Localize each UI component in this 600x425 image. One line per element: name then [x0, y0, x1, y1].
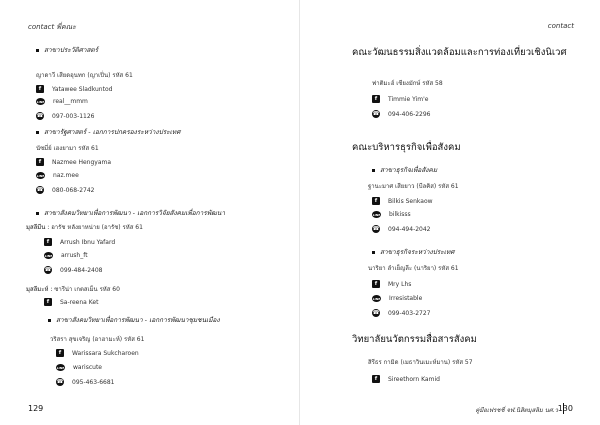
contact-value: 080-068-2742 [52, 186, 95, 194]
facebook-icon: f [372, 375, 380, 383]
contact-fb [372, 197, 433, 205]
contact-value: naz.mee [53, 172, 79, 179]
person-name-text: ซารีน่า เกตสเม็น รหัส 60 [54, 286, 120, 293]
bullet-icon [372, 251, 375, 254]
person-name [26, 222, 143, 232]
bullet-icon [36, 131, 39, 134]
contact-value: Timmie Yim'e [388, 95, 429, 103]
phone-icon: ☎ [36, 113, 44, 119]
contact-value: Mry Lhs [388, 280, 412, 288]
contact-value: wariscute [73, 364, 102, 371]
person-name-text: นาริยา ลำเย็ญลีะ (นาริยา) รหัส 61 [368, 265, 459, 272]
person-name-text: ฐานะมาศ เสียยาว (บีลคิส) รหัส 61 [368, 183, 459, 190]
facebook-icon: f [44, 238, 52, 246]
right-page [300, 0, 600, 425]
line-app-icon: LINE [372, 212, 381, 217]
major-label: สาขาธุรกิจเพื่อสังคม [380, 166, 438, 174]
contact-fb [36, 85, 112, 93]
person-name-text: นัซมี่ย์ เฮงยามา รหัส 61 [36, 145, 99, 152]
page-number-left: 129 [28, 404, 44, 413]
phone-icon: ☎ [56, 379, 64, 385]
contact-value: 099-484-2408 [60, 266, 103, 274]
contact-line [44, 252, 88, 259]
phone-icon: ☎ [372, 226, 380, 232]
contact-line [36, 98, 88, 105]
bullet-icon [36, 49, 39, 52]
major-heading [36, 127, 180, 137]
contact-phone [372, 110, 431, 118]
contact-phone [372, 309, 431, 317]
contact-value: 099-403-2727 [388, 309, 431, 317]
contact-value: Yatawee Sladkuntod [52, 85, 113, 93]
major-heading [36, 208, 225, 218]
contact-phone [44, 266, 103, 274]
facebook-icon: f [372, 95, 380, 103]
person-name [368, 263, 459, 273]
major-heading [372, 165, 437, 175]
contact-fb [44, 238, 115, 246]
contact-fb [372, 375, 440, 383]
major-label: สาขาสังคมวิทยาเพื่อการพัฒนา - เอกการพัฒนาชุมชนเมือง [56, 316, 220, 324]
contact-line [56, 364, 102, 371]
person-name [36, 70, 133, 80]
contact-fb [56, 349, 139, 357]
phone-icon: ☎ [44, 267, 52, 273]
contact-fb [372, 95, 428, 103]
contact-phone [36, 186, 95, 194]
person-name [368, 357, 473, 367]
bullet-icon [48, 319, 51, 322]
contact-value: Sireethorn Kamid [388, 375, 440, 383]
contact-line [372, 211, 411, 218]
person-name [36, 143, 99, 153]
bullet-icon [36, 212, 39, 215]
person-name [26, 284, 120, 294]
person-name [50, 334, 144, 344]
contact-line [372, 295, 422, 302]
contact-line [36, 172, 79, 179]
major-heading [372, 247, 454, 257]
contact-value: 094-494-2042 [388, 225, 431, 233]
line-app-icon: LINE [36, 99, 45, 104]
contact-value: 095-463-6681 [72, 378, 115, 386]
contact-value: Arrush Ibnu Yafard [60, 238, 116, 246]
facebook-icon: f [56, 349, 64, 357]
contact-fb [36, 158, 111, 166]
faculty-heading: คณะบริหารธุรกิจเพื่อสังคม [352, 142, 461, 153]
contact-value: Sa-reena Ket [60, 298, 99, 306]
person-name-text: อารัช หลังยาหน่าย (อารัช) รหัส 61 [51, 224, 143, 231]
person-name-text: ฟาติมะฮ์ เชียงมักษ์ รหัส 58 [372, 80, 443, 87]
contact-value: bilkisss [389, 211, 411, 218]
contact-value: 094-406-2296 [388, 110, 431, 118]
contact-value: Warissara Sukcharoen [72, 349, 139, 357]
phone-icon: ☎ [372, 111, 380, 117]
facebook-icon: f [44, 298, 52, 306]
running-head-right: contact [547, 22, 574, 30]
contact-value: Nazmee Hengyama [52, 158, 112, 166]
person-name-text: สิรีธร กามิด (เมธาวินเมะห์มาน) รหัส 57 [368, 359, 473, 366]
facebook-icon: f [372, 280, 380, 288]
contact-fb [44, 298, 98, 306]
facebook-icon: f [372, 197, 380, 205]
faculty-heading: คณะวัฒนธรรมสิ่งแวดล้อมและการท่องเที่ยวเชิงนิเวศ [352, 47, 567, 58]
major-heading [48, 315, 220, 325]
major-label: สาขาธุรกิจระหว่างประเทศ [380, 248, 455, 256]
running-head-left: contact พี่คณะ [28, 23, 76, 31]
line-app-icon: LINE [56, 365, 65, 370]
person-name [372, 78, 443, 88]
contact-value: Irresistable [389, 295, 423, 302]
contact-value: arrush_ft [61, 252, 88, 259]
contact-value: 097-003-1126 [52, 112, 95, 120]
facebook-icon: f [36, 85, 44, 93]
page-number-right: 130 [557, 404, 573, 413]
line-app-icon: LINE [372, 296, 381, 301]
major-label: สาขาสังคมวิทยาเพื่อการพัฒนา - เอกการวิจัยสังคมเพื่อการพัฒนา [44, 209, 226, 217]
contact-phone [36, 112, 95, 120]
contact-value: real__mmm [53, 98, 88, 105]
person-name-text: วริสรา สุขเจริญ (อาฮามะห์) รหัส 61 [50, 336, 145, 343]
contact-phone [56, 378, 115, 386]
contact-fb [372, 280, 411, 288]
major-label: สาขาประวัติศาสตร์ [44, 46, 99, 54]
phone-icon: ☎ [372, 310, 380, 316]
faculty-heading: วิทยาลัยนวัตกรรมสื่อสารสังคม [352, 334, 477, 345]
footer-book-title: คู่มือเฟรชชี่ จฬ.นิสิตมุสลิม นศ.ว [475, 407, 558, 414]
major-heading [36, 45, 98, 55]
person-name-text: ญาดาวี เสียดอุนทก (ญาเปิ่น) รหัส 61 [36, 72, 133, 79]
person-group-prefix: มุสลีมีน : [26, 224, 52, 231]
facebook-icon: f [36, 158, 44, 166]
major-label: สาขารัฐศาสตร์ - เอกการปกครองระหว่างประเทศ [44, 128, 181, 136]
line-app-icon: LINE [44, 253, 53, 258]
bullet-icon [372, 169, 375, 172]
contact-phone [372, 225, 431, 233]
person-name [368, 181, 459, 191]
line-app-icon: LINE [36, 173, 45, 178]
phone-icon: ☎ [36, 187, 44, 193]
contact-value: Bilkis Senkaow [388, 197, 433, 205]
person-group-prefix: มุสลีมะห์ : [26, 286, 55, 293]
